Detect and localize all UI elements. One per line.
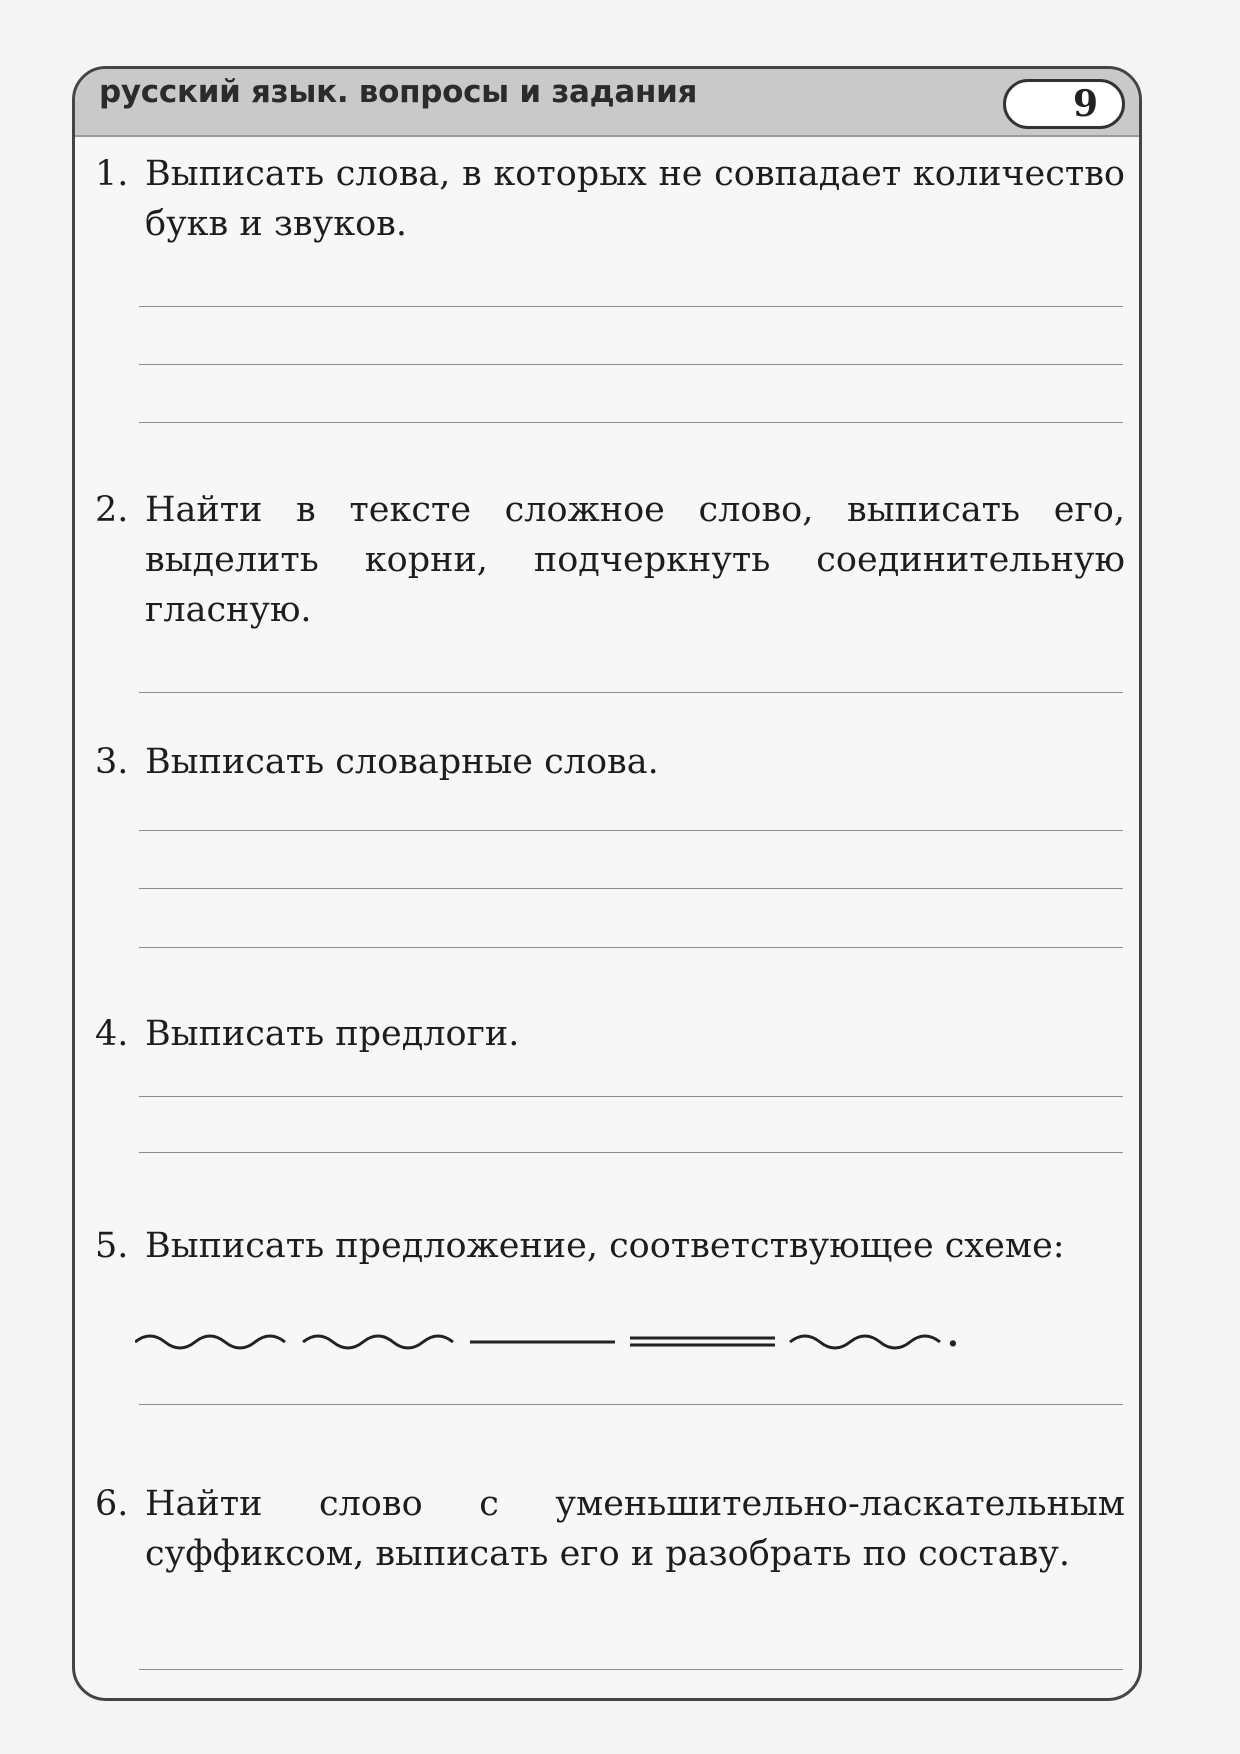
task-item xyxy=(95,485,1125,635)
answer-line xyxy=(139,364,1123,365)
task-text: Выписать предлоги. xyxy=(145,1014,520,1054)
wavy-underline xyxy=(303,1336,453,1348)
task-item xyxy=(95,149,1125,249)
answer-line xyxy=(139,692,1123,693)
task-text: Выписать предложение, соответствующее схеме: xyxy=(145,1226,1065,1266)
wavy-underline xyxy=(135,1336,285,1348)
answer-line xyxy=(139,1669,1123,1670)
answer-line xyxy=(139,888,1123,889)
wavy-underline xyxy=(790,1336,940,1348)
page-number-badge: 9 xyxy=(1003,79,1125,129)
header-title: русский язык. вопросы и задания xyxy=(99,74,698,110)
task-number: 6. xyxy=(95,1484,129,1524)
task-text: Найти в тексте сложное слово, выписать его, выделить корни, подчеркнуть соединительную гласную. xyxy=(145,490,1125,630)
answer-line xyxy=(139,1404,1123,1405)
answer-line xyxy=(139,306,1123,307)
task-text: Выписать словарные слова. xyxy=(145,742,659,782)
task-item xyxy=(95,1479,1125,1579)
task-item xyxy=(95,1221,1125,1271)
answer-line xyxy=(139,1152,1123,1153)
task-item xyxy=(95,1009,1125,1059)
task-number: 1. xyxy=(95,154,129,194)
answer-line xyxy=(139,1096,1123,1097)
scheme-end-mark: . xyxy=(947,1315,959,1354)
task-text: Выписать слова, в которых не совпадает количество букв и звуков. xyxy=(145,154,1125,244)
worksheet-card xyxy=(72,66,1142,1701)
task-number: 5. xyxy=(95,1226,129,1266)
task-number: 2. xyxy=(95,490,129,530)
task-text: Найти слово с уменьшительно-ласкательным суффиксом, выписать его и разобрать по составу. xyxy=(145,1484,1125,1574)
task-number: 3. xyxy=(95,742,129,782)
answer-line xyxy=(139,422,1123,423)
header-bar xyxy=(75,69,1139,137)
task-item xyxy=(95,737,1125,787)
answer-line xyxy=(139,947,1123,948)
answer-line xyxy=(139,830,1123,831)
task-number: 4. xyxy=(95,1014,129,1054)
sentence-scheme xyxy=(135,1314,1055,1354)
